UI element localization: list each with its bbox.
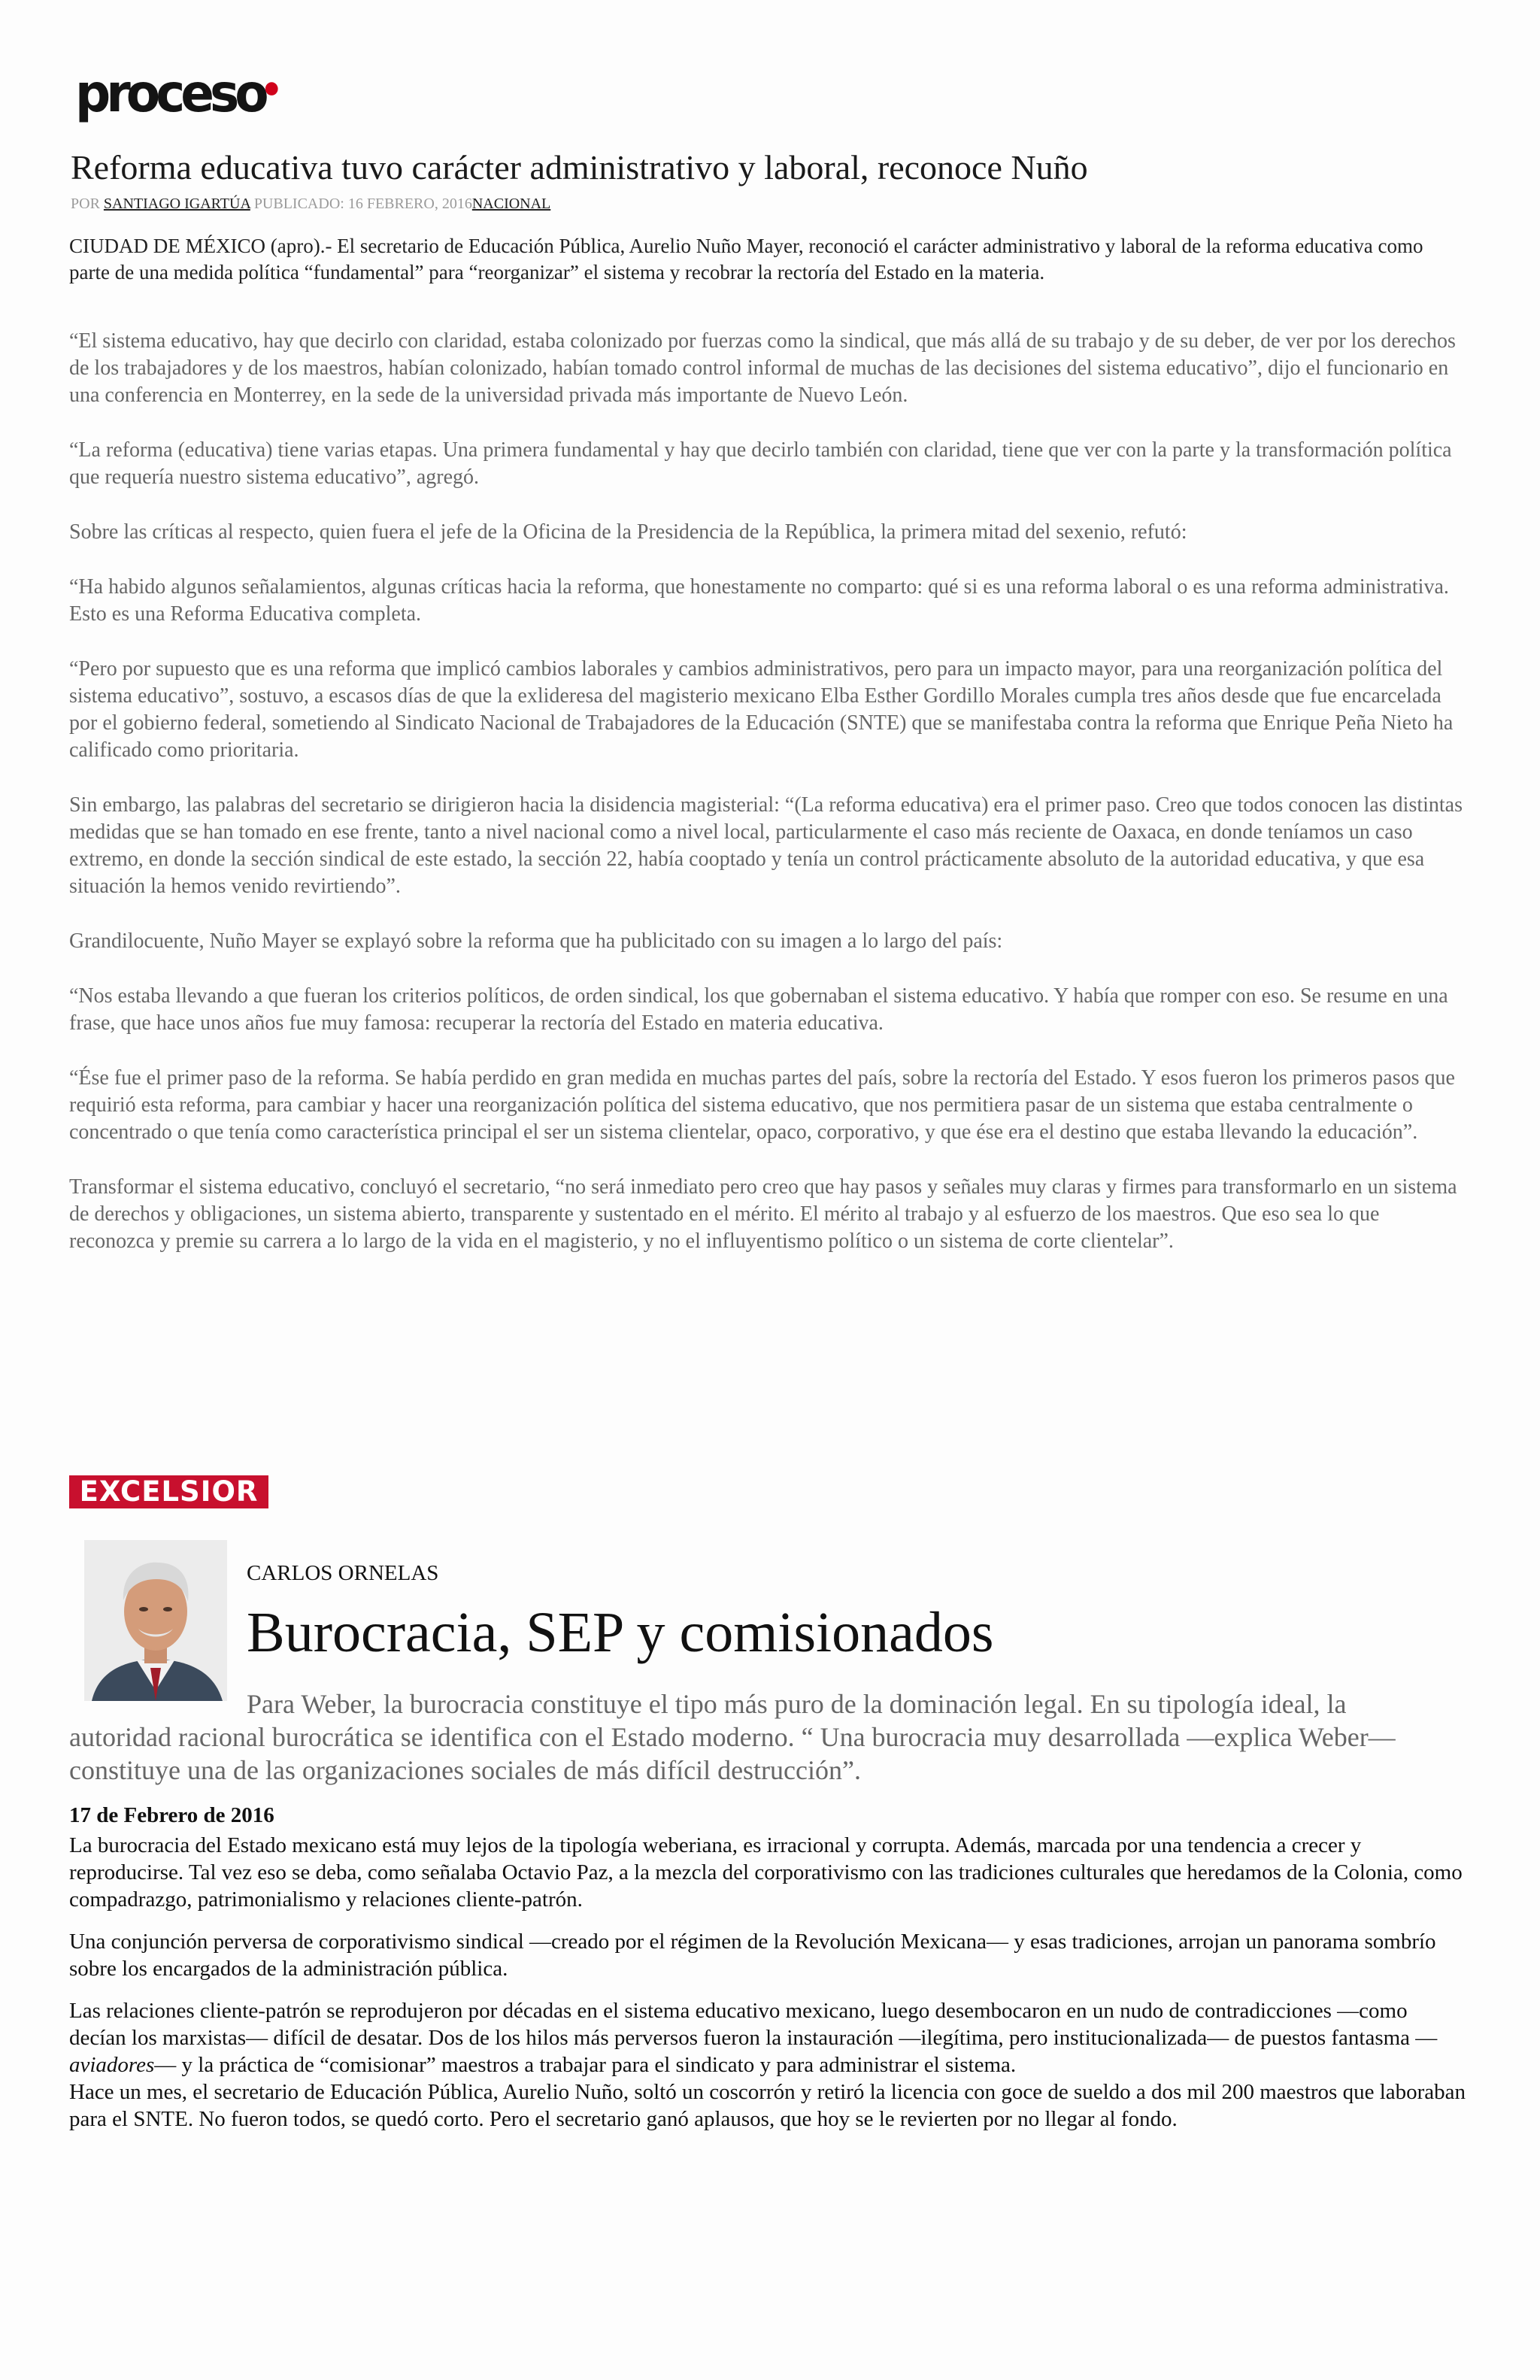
author-photo bbox=[84, 1540, 227, 1701]
paragraph: “Ha habido algunos señalamientos, algunas críticas hacia la reforma, que honestamente no comparto: qué si es una reforma laboral o es una reforma administrativa. Esto es una Reforma Educativa completa. bbox=[69, 575, 1449, 626]
paragraph: Transformar el sistema educativo, concluyó el secretario, “no será inmediato pero creo que hay pasos y señales muy claras y firmes para transformarlo en un sistema de derechos y obligaciones, un sistema abierto, transparente y sustentado en el mérito. El mérito al trabajo y al esfuerzo de los maestros. Que eso sea lo que reconozca y premie su carrera a lo largo de la vida en el magisterio, y no el influyentismo político o un sistema de corte clientelar”. bbox=[69, 1175, 1457, 1253]
proceso-logo: proceso● bbox=[75, 63, 279, 124]
column-author: CARLOS ORNELAS bbox=[247, 1561, 439, 1585]
paragraph: Hace un mes, el secretario de Educación Pública, Aurelio Nuño, soltó un coscorrón y retiró la licencia con goce de sueldo a dos mil 200 maestros que laboraban para el SNTE. No fueron todos, se quedó corto. Pero el secretario ganó aplausos, que hoy se le revierten por no llegar al fondo. bbox=[69, 2080, 1466, 2131]
paragraph: Sin embargo, las palabras del secretario se dirigieron hacia la disidencia magisterial: “(La reforma educativa) era el primer paso. Creo que todos conocen las distintas medidas que se han tomado en ese frente, tanto a nivel nacional como a nivel local, particularmente el caso más reciente de Oaxaca, en donde teníamos un caso extremo, en donde la sección sindical de este estado, la sección 22, había cooptado y tenía un control prácticamente absoluto de la autoridad educativa, y que esa situación la hemos venido revirtiendo”. bbox=[69, 793, 1463, 898]
paragraph: CIUDAD DE MÉXICO (apro).- El secretario de Educación Pública, Aurelio Nuño Mayer, reconoció el carácter administrativo y laboral de la reforma educativa como parte de una medida política “fundamental” para “reorganizar” el sistema y recobrar la rectoría del Estado en la materia. bbox=[69, 235, 1423, 283]
paragraph-text: Las relaciones cliente-patrón se reprodujeron por décadas en el sistema educativo mexicano, luego desembocaron en un nudo de contradicciones —como decían los marxistas— difícil de desatar. Dos de los hilos más perversos fueron la instauración —ilegítima, pero institucionalizada— de puestos fantasma — bbox=[69, 1999, 1438, 2050]
column-title: Burocracia, SEP y comisionados bbox=[247, 1601, 994, 1664]
paragraph: “Ése fue el primer paso de la reforma. Se había perdido en gran medida en muchas partes del país, sobre la rectoría del Estado. Y esos fueron los primeros pasos que requirió esta reforma, para cambiar y hacer una reorganización política del sistema educativo, que nos permitiera pasar de un sistema que estaba centralmente o concentrado o que tenía como característica principal el ser un sistema clientelar, opaco, corporativo, y que ése era el destino que estaba llevando la educación”. bbox=[69, 1066, 1455, 1144]
published-date: PUBLICADO: 16 FEBRERO, 2016 bbox=[253, 196, 472, 212]
byline-por: POR bbox=[71, 196, 100, 212]
excelsior-logo: EXCELSIOR bbox=[69, 1475, 268, 1508]
paragraph: La burocracia del Estado mexicano está muy lejos de la tipología weberiana, es irracional y corrupta. Además, marcada por una tendencia a crecer y reproducirse. Tal vez eso se deba, como señalaba Octavio Paz, a la mezcla del corporativismo con las tradiciones culturales que heredamos de la Colonia, como compadrazgo, patrimonialismo y relaciones cliente-patrón. bbox=[69, 1833, 1463, 1912]
article-headline: Reforma educativa tuvo carácter administrativo y laboral, reconoce Nuño bbox=[71, 148, 1088, 186]
paragraph bbox=[69, 1997, 1468, 2078]
author-link[interactable]: SANTIAGO IGARTÚA bbox=[103, 196, 250, 212]
paragraph: Grandilocuente, Nuño Mayer se explayó sobre la reforma que ha publicitado con su imagen a lo largo del país: bbox=[69, 929, 1003, 953]
column-intro: Para Weber, la burocracia constituye el tipo más puro de la dominación legal. En su tipología ideal, la autoridad racional burocrática se identifica con el Estado moderno. “ Una burocracia muy desarrollada —explica Weber— constituye una de las organizaciones sociales de más difícil destrucción”. bbox=[69, 1689, 1396, 1785]
paragraph: “La reforma (educativa) tiene varias etapas. Una primera fundamental y hay que decirlo también con claridad, tiene que ver con la parte y la transformación política que requería nuestro sistema educativo”, agregó. bbox=[69, 438, 1452, 489]
byline bbox=[71, 196, 550, 213]
paragraph: Una conjunción perversa de corporativismo sindical —creado por el régimen de la Revolución Mexicana— y esas tradiciones, arrojan un panorama sombrío sobre los encargados de la administración pública. bbox=[69, 1930, 1436, 1981]
section-link[interactable]: NACIONAL bbox=[471, 196, 551, 212]
paragraph: “Pero por supuesto que es una reforma que implicó cambios laborales y cambios administrativos, pero para un impacto mayor, para una reorganización política del sistema educativo”, sostuvo, a escasos días de que la exlideresa del magisterio mexicano Elba Esther Gordillo Morales cumpla tres años desde que fue encarcelada por el gobierno federal, sometiendo al Sindicato Nacional de Trabajadores de la Educación (SNTE) que se manifestaba contra la reforma que Enrique Peña Nieto ha calificado como prioritaria. bbox=[69, 657, 1454, 762]
article-body bbox=[69, 233, 1468, 1283]
column-body bbox=[69, 1832, 1468, 2148]
paragraph: “Nos estaba llevando a que fueran los criterios políticos, de orden sindical, los que gobernaban el sistema educativo. Y había que romper con eso. Se resume en una frase, que hace unos años fue muy famosa: recuperar la rectoría del Estado en materia educativa. bbox=[69, 984, 1448, 1035]
column-date: 17 de Febrero de 2016 bbox=[69, 1803, 274, 1827]
paragraph: Sobre las críticas al respecto, quien fuera el jefe de la Oficina de la Presidencia de la República, la primera mitad del sexenio, refutó: bbox=[69, 520, 1187, 544]
paragraph-text: — y la práctica de “comisionar” maestros a trabajar para el sindicato y para administrar el sistema. bbox=[154, 2053, 1017, 2077]
emphasis-text: aviadores bbox=[69, 2053, 155, 2077]
paragraph: “El sistema educativo, hay que decirlo con claridad, estaba colonizado por fuerzas como la sindical, que más allá de su trabajo y de su deber, de ver por los derechos de los trabajadores y de los maestros, habían colonizado, habían tomado control informal de muchas de las decisiones del sistema educativo”, dijo el funcionario en una conferencia en Monterrey, en la sede de la universidad privada más importante de Nuevo León. bbox=[69, 329, 1456, 407]
